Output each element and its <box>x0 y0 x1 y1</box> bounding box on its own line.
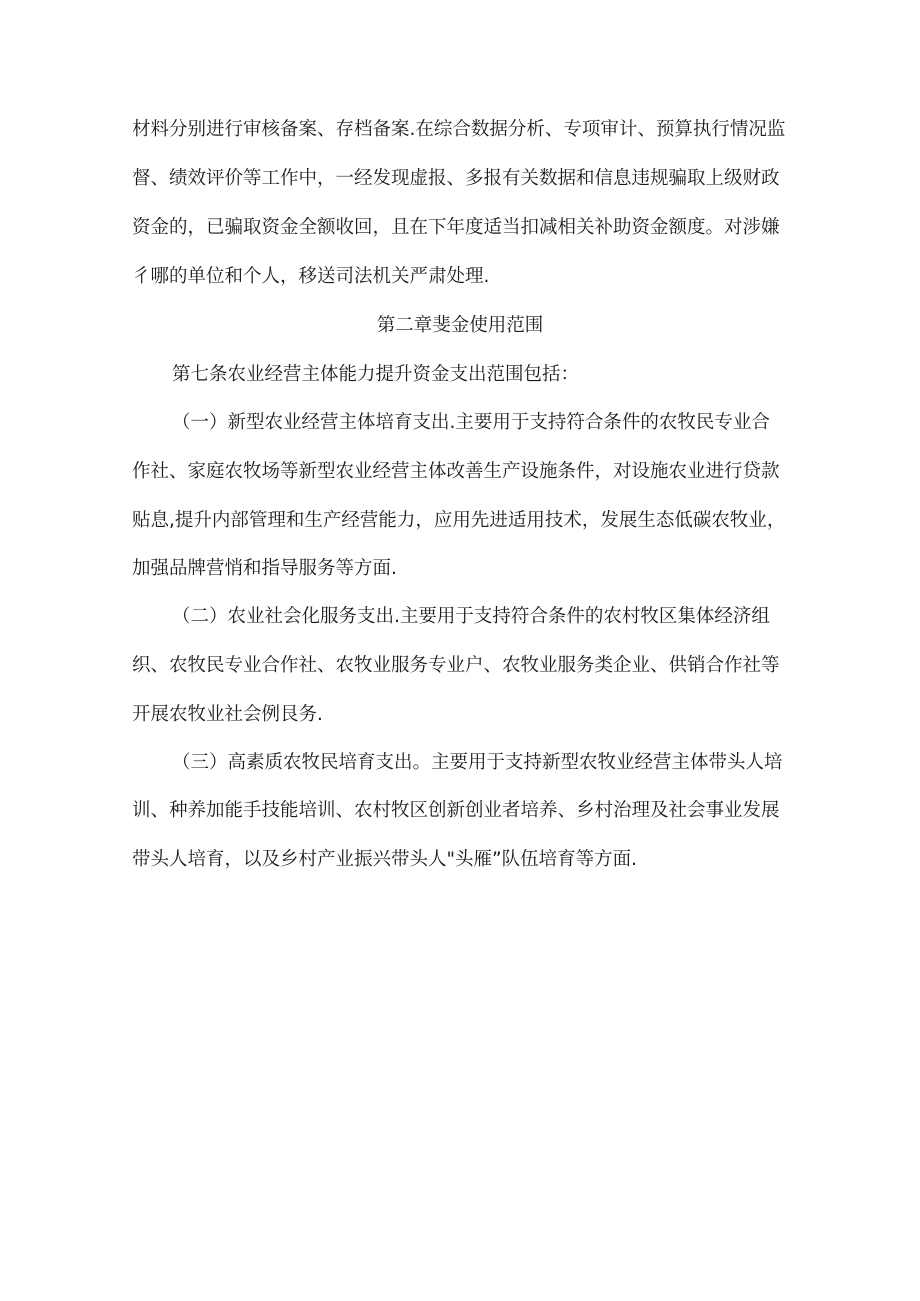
chapter-heading: 第二章斐金使用范围 <box>376 315 544 336</box>
item-1-line-4: 加强品牌营悄和指导服务等方面. <box>132 558 397 579</box>
item-1-line-2: 作社、家庭农牧场等新型农业经营主体改善生产设施条件，对设施农业进行贷款 <box>132 461 780 482</box>
item-2-line-2: 织、农牧民专业合作社、农牧业服务专业户、农牧业服务类企业、供销合作社等 <box>132 655 780 676</box>
paragraph-1-line-1: 材料分别进行审核备案、存档备案.在综合数据分析、专项审计、预算执行情况监 <box>132 119 786 140</box>
paragraph-1-line-2: 督、绩效评价等工作中，一经发现虚报、多报有关数据和信息违规骗取上级财政 <box>132 168 780 189</box>
paragraph-1-line-4: 彳哪的单位和个人，移送司法机关严肃处理. <box>132 266 490 287</box>
item-2-line-3: 开展农牧业社会例艮务. <box>132 704 323 725</box>
paragraph-1-line-3: 资金的，已骗取资金全额收回，且在下年度适当扣减相关补助资金额度。对涉嫌 <box>132 217 780 238</box>
item-3-line-2: 训、种养加能手技能培训、农村牧区创新创业者培养、乡村治理及社会事业发展 <box>132 800 780 821</box>
item-3-line-3: 带头人培育，以及乡村产业振兴带头人"头雁”队伍培育等方面. <box>132 849 637 870</box>
item-3-line-1: （三）高素质农牧民培育支出。主要用于支持新型农牧业经营主体带头人培 <box>172 752 783 773</box>
item-2-line-1: （二）农业社会化服务支出.主要用于支持符合条件的农村牧区集体经济组 <box>172 606 770 627</box>
item-1-line-3: 贴息,提升内部管理和生产经营能力，应用先进适用技术，发展生态低碳农牧业， <box>132 510 786 531</box>
item-1-line-1: （一）新型农业经营主体培育支出.主要用于支持符合条件的农牧民专业合 <box>172 412 770 433</box>
article-7-line: 第七条农业经营主体能力提升资金支出范围包括： <box>172 364 580 385</box>
